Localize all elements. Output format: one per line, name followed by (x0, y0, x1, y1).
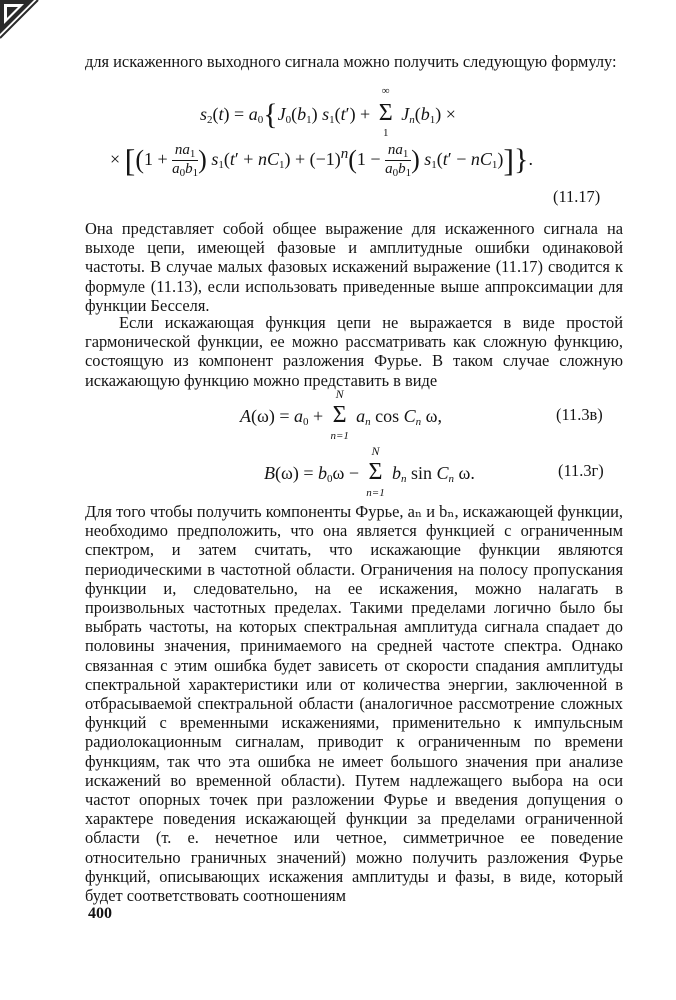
page-number: 400 (88, 905, 112, 922)
sum-upper-1117: ∞ (381, 85, 390, 97)
equation-number-11-3g: (11.3г) (558, 461, 604, 480)
equation-11-3g-expr: $B(\omega) = b_0\omega$ − N Σ n=1 $b_n$ $\sin C_n$ ω. (264, 444, 475, 499)
corner-ornament-icon (0, 0, 40, 40)
sum-upper-113v: N (335, 387, 344, 401)
paragraph-complex-function: Если искажающая функция цепи не выражается в виде простой гармонической функции, ее можно рассматривать как сложную функцию, состоящую из компонент разложения Фурье. В таком случае сложную искажающую функцию можно представить в виде (85, 313, 623, 390)
paragraph-general-expression: Она представляет собой общее выражение для искаженного сигнала на выходе цепи, имеющей фазовые и амплитудные ошибки одинаковой частоты. В случае малых фазовых искажений выражение (11.17) сводится к формуле (11.13), если использовать приведенные выше аппроксимации для функции Бесселя. (85, 219, 623, 315)
equation-11-17-line2: × [(1 + $\frac{na_1}{a_0b_1}$ ) $s_1(t' + nC_1) + (-1)^n(1$ − $\frac{na_1}{a_0b_1}$ ) $s_1(t' - nC_1)$]}. (110, 142, 533, 180)
equation-number-11-3v: (11.3в) (556, 405, 603, 424)
sum-lower-113v: n=1 (330, 430, 349, 442)
sum-upper-113g: N (371, 444, 380, 458)
paragraph-fourier-components: Для того чтобы получить компоненты Фурье, aₙ и bₙ, искажающей функции, необходимо предположить, что она является функцией с ограниченным спектром, и затем считать, что искажающие функции являются периодическими в частотной области. Ограничения на полосу пропускания функции и, следовательно, на ее искажения, можно налагать в произвольных частотных пределах. Такими пределами логично было бы выбрать частоты, на которых спектральная амплитуда сигнала спадает до половины значения, принимаемого на средней частоте спектра. Однако связанная с этим ошибка будет зависеть от скорости спадания амплитуды спектральной характеристики или от количества энергии, заключенной в отбрасываемой спектральной области (аналогичное рассмотрение сложных функций с временными искажениями, применительно к импульсным радиолокационным сигналам, приводит к ограниченным по времени функциям, так что эта ошибка не имеет большого значения при анализе искажений во временной области). Путем надлежащего выбора на оси частот опорных точек при разложении Фурье и введения допущения о характере поведения искажающей функции за пределами ограниченной области (т. е. нечетное или четное, симметричное ее поведение относительно граничных значений) можно получить разложения Фурье функций, описывающих искажения амплитуды и фазы, в виде, который будет соответствовать соотношениям (85, 502, 623, 906)
paragraph-intro: для искаженного выходного сигнала можно получить следующую формулу: (85, 52, 617, 71)
sum-lower-1117: 1 (382, 127, 389, 139)
equation-number-11-17: (11.17) (553, 187, 601, 206)
sum-lower-113g: n=1 (366, 487, 385, 499)
equation-11-3v-expr: $A(\omega) = a_0$ + N Σ n=1 $a_n$ $\cos C_n$ ω, (240, 387, 443, 442)
equation-11-17-line1: $s_2(t) = a_0\{J_0(b_1) s_1(t')$ + ∞ Σ 1 $J_n(b_1)$ × (200, 85, 456, 139)
